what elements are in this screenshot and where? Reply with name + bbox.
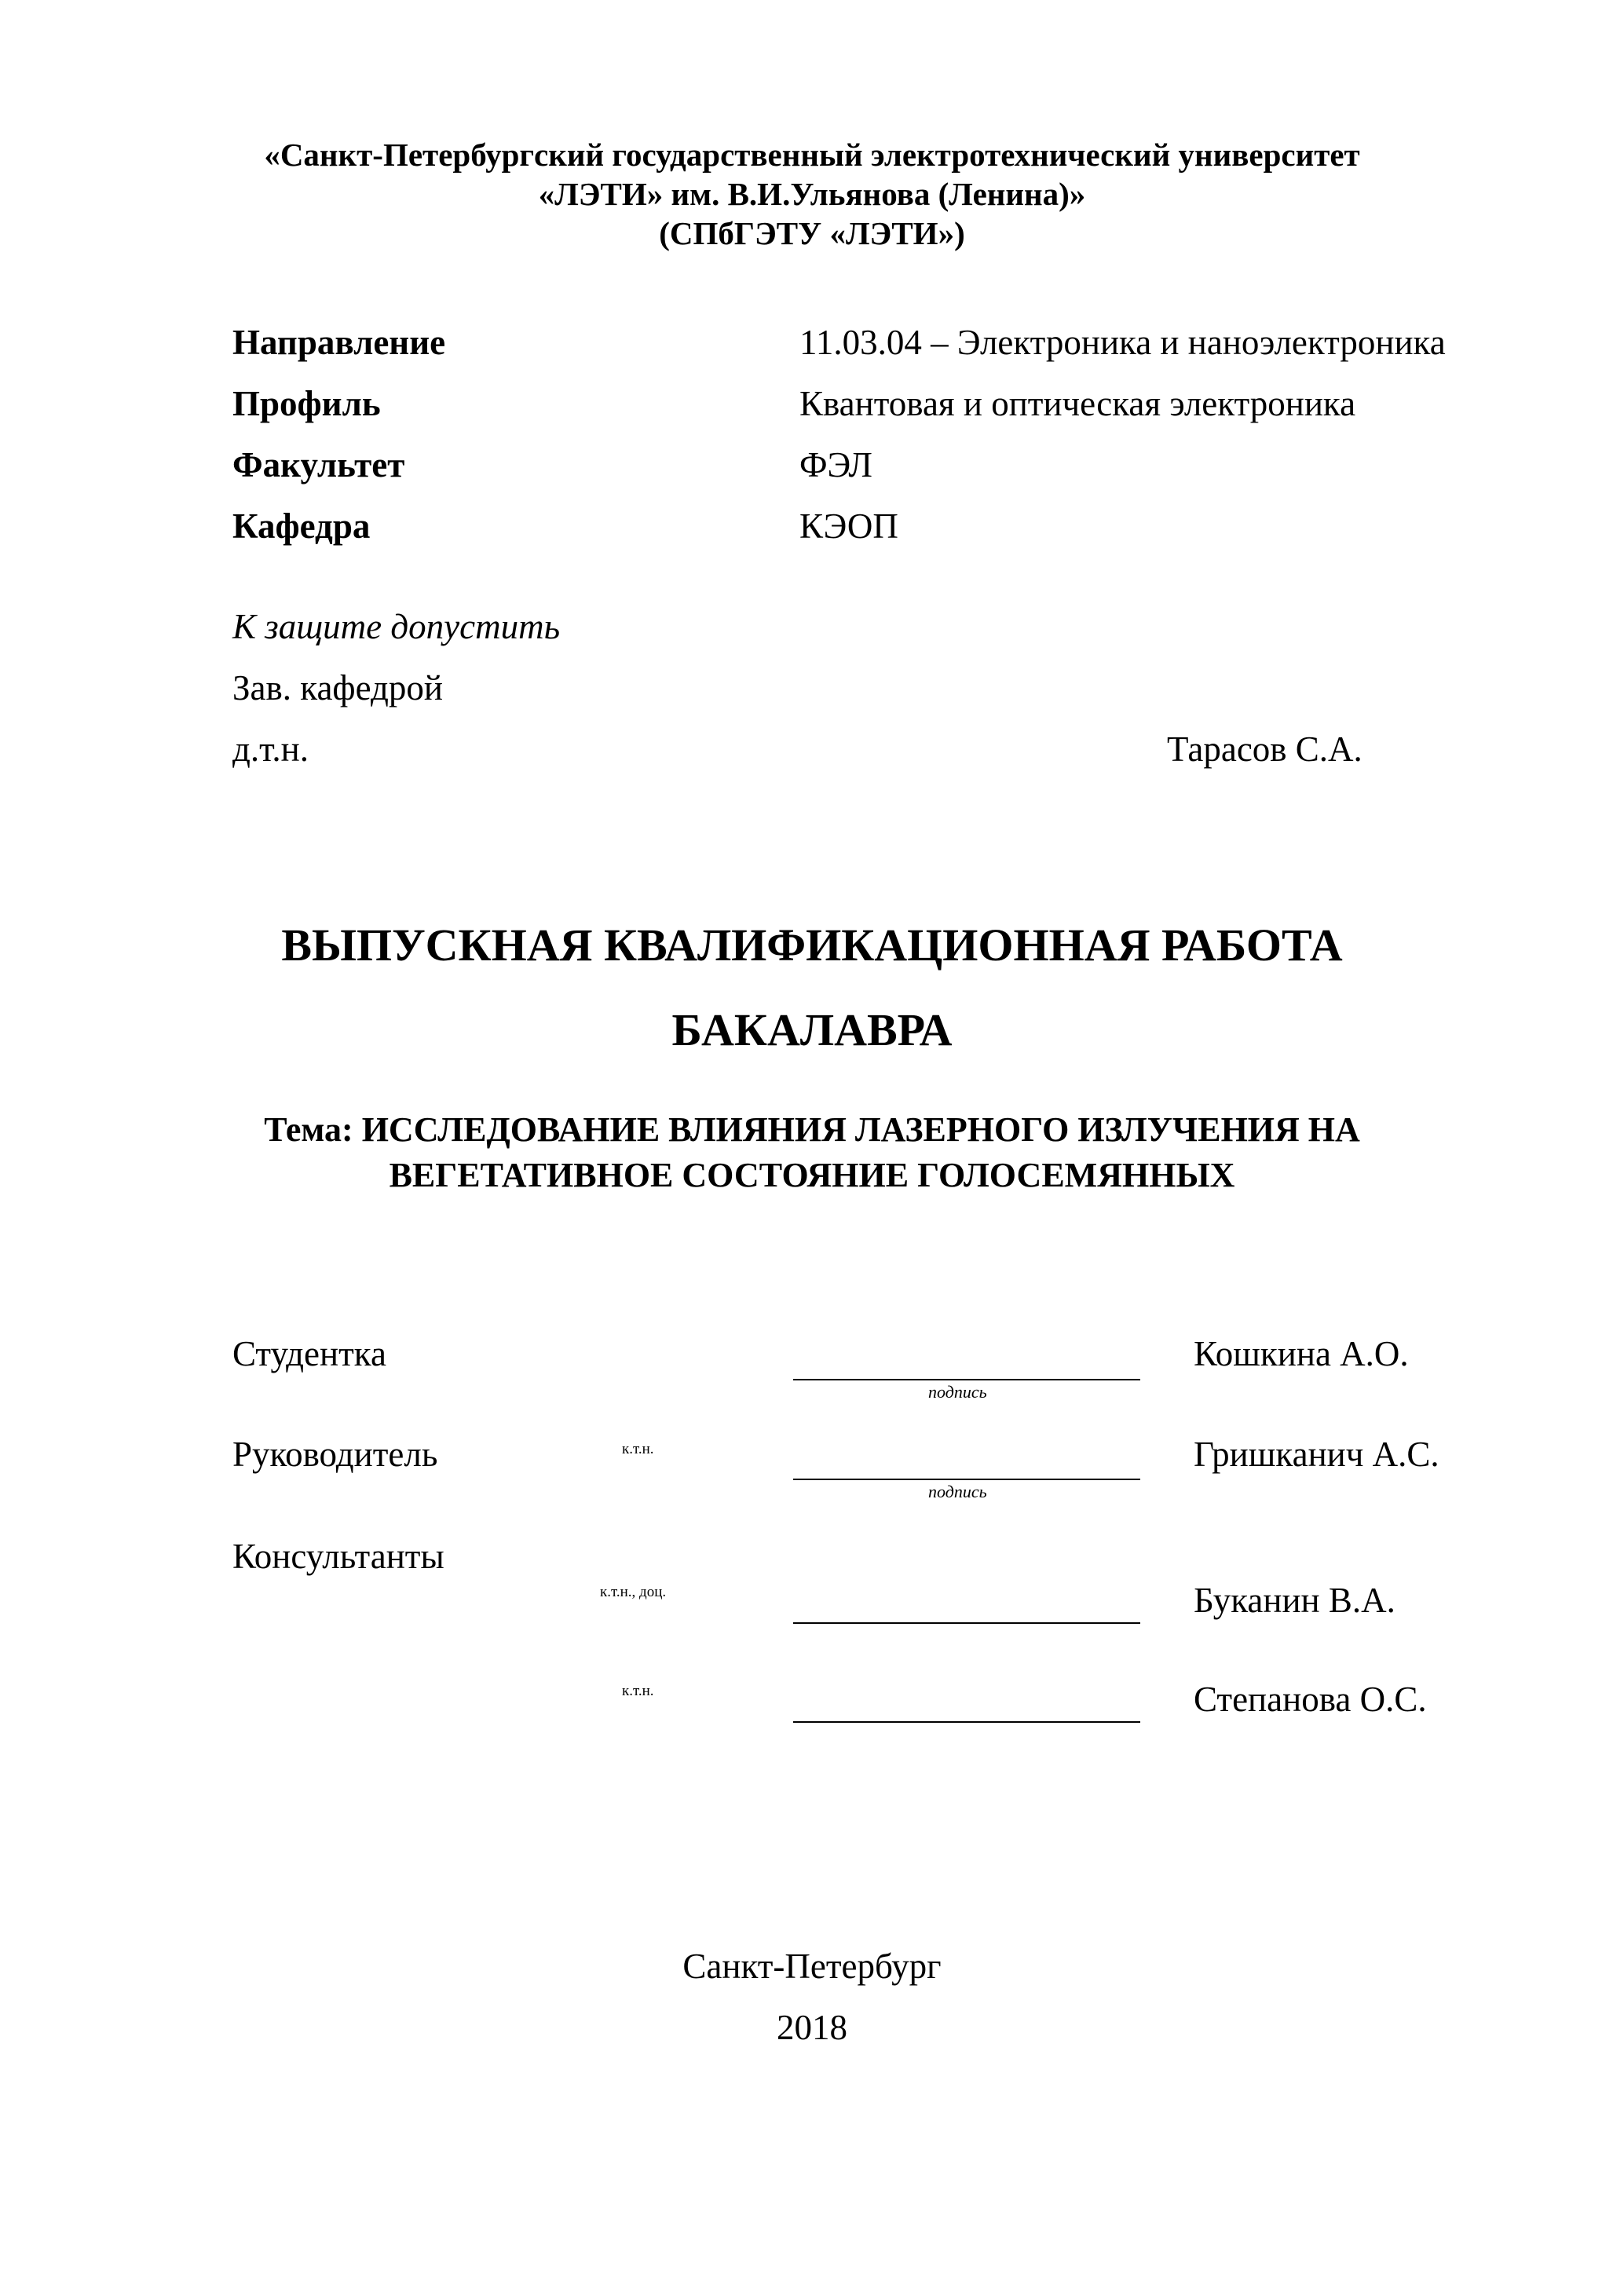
head-degree: д.т.н. [232, 729, 309, 769]
admit-to-defense: К защите допустить [232, 607, 561, 646]
info-row-profile [232, 380, 1567, 427]
consultant1-name: Буканин В.А. [1194, 1581, 1395, 1620]
info-value: КЭОП [799, 506, 898, 546]
info-label: Факультет [232, 445, 405, 484]
thesis-topic [0, 1107, 1624, 1198]
footer-year: 2018 [777, 2008, 847, 2047]
consultant1-degree: к.т.н., доц. [600, 1584, 667, 1600]
footer-city: Санкт-Петербург [682, 1947, 942, 1986]
document-title [0, 903, 1624, 1073]
title-line2: БАКАЛАВРА [671, 1004, 953, 1055]
topic-line1: Тема: ИССЛЕДОВАНИЕ ВЛИЯНИЯ ЛАЗЕРНОГО ИЗЛУЧЕНИЯ НА [264, 1110, 1360, 1149]
consultants-label: Консультанты [232, 1537, 444, 1576]
info-value: Квантовая и оптическая электроника [799, 384, 1356, 423]
supervisor-label: Руководитель [232, 1435, 438, 1474]
supervisor-signature-line [793, 1479, 1140, 1480]
student-signature-line [793, 1379, 1140, 1380]
info-value: ФЭЛ [799, 445, 872, 484]
consultant2-degree: к.т.н. [622, 1683, 654, 1699]
supervisor-name: Гришканич А.С. [1194, 1435, 1439, 1474]
head-of-department: Зав. кафедрой [232, 668, 443, 707]
university-name-line1: «Санкт-Петербургский государственный электротехнический университет [264, 137, 1360, 173]
info-label: Направление [232, 323, 446, 362]
topic-line2: ВЕГЕТАТИВНОЕ СОСТОЯНИЕ ГОЛОСЕМЯННЫХ [389, 1156, 1235, 1194]
info-row-department [232, 503, 1567, 550]
student-signature-hint: подпись [928, 1382, 987, 1402]
info-row-faculty [232, 441, 1567, 488]
consultant2-name: Степанова О.С. [1194, 1680, 1427, 1719]
student-name: Кошкина А.О. [1194, 1334, 1409, 1373]
university-name-line2: «ЛЭТИ» им. В.И.Ульянова (Ленина)» [538, 176, 1086, 212]
university-header [0, 135, 1624, 253]
consultant1-signature-line [793, 1622, 1140, 1624]
info-row-direction [232, 319, 1567, 366]
supervisor-signature-hint: подпись [928, 1482, 987, 1501]
university-abbreviation: (СПбГЭТУ «ЛЭТИ») [659, 215, 965, 251]
supervisor-degree: к.т.н. [622, 1441, 654, 1457]
title-line1: ВЫПУСКНАЯ КВАЛИФИКАЦИОННАЯ РАБОТА [281, 919, 1343, 971]
info-value: 11.03.04 – Электроника и наноэлектроника [799, 323, 1446, 362]
head-name: Тарасов С.А. [1167, 729, 1362, 769]
student-label: Студентка [232, 1334, 386, 1373]
info-label: Профиль [232, 384, 381, 423]
consultant2-signature-line [793, 1721, 1140, 1723]
info-label: Кафедра [232, 506, 371, 546]
